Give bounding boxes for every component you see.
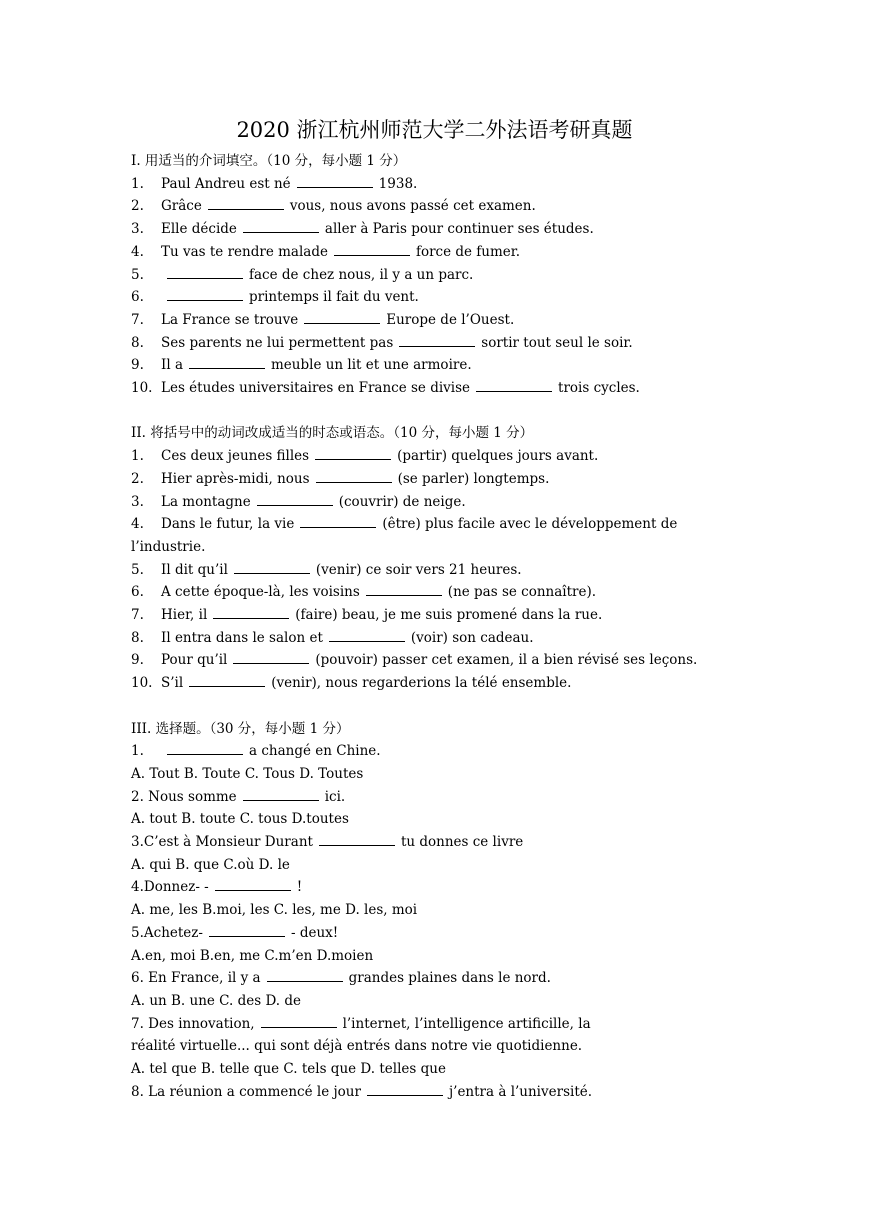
item-number: 2. bbox=[131, 198, 144, 215]
section-heading bbox=[131, 150, 761, 173]
item-text-after: vous, nous avons passé cet examen. bbox=[289, 198, 536, 215]
item-number: 3. bbox=[131, 493, 144, 510]
answer-blank[interactable] bbox=[189, 354, 265, 369]
item-text-before: A. tel que B. telle que C. tels que D. telles que bbox=[131, 1061, 446, 1077]
item-text-before: A. Tout B. Toute C. Tous D. Toutes bbox=[131, 765, 364, 782]
section3-line bbox=[131, 967, 761, 990]
item-text-before: réalité virtuelle... qui sont déjà entrés dans notre vie quotidienne. bbox=[131, 1038, 583, 1055]
item-text-after: (venir) ce soir vers 21 heures. bbox=[315, 561, 522, 578]
item-text-after: Europe de l’Ouest. bbox=[386, 311, 515, 328]
section3-line bbox=[131, 922, 761, 945]
section2-item bbox=[131, 649, 761, 672]
section3-line bbox=[131, 808, 761, 831]
item-text-before: Elle décide bbox=[161, 221, 237, 238]
section-heading-text: I. 用适当的介词填空。（10 分，每小题 1 分） bbox=[131, 153, 407, 169]
item-text-before: Il entra dans le salon et bbox=[161, 629, 323, 646]
item-text-after: face de chez nous, il y a un parc. bbox=[249, 266, 474, 283]
item-text-after: tu donnes ce livre bbox=[400, 834, 524, 850]
item-text-after: 1938. bbox=[378, 175, 418, 192]
item-text-after: (se parler) longtemps. bbox=[397, 470, 550, 487]
answer-blank[interactable] bbox=[167, 740, 243, 755]
section2-item bbox=[131, 672, 761, 695]
answer-blank[interactable] bbox=[476, 377, 552, 392]
item-text-before: Les études universitaires en France se divise bbox=[161, 380, 471, 396]
item-number: 10. bbox=[131, 675, 153, 692]
item-text-after: (voir) son cadeau. bbox=[410, 629, 534, 646]
item-text-after: trois cycles. bbox=[558, 380, 640, 396]
answer-blank[interactable] bbox=[215, 876, 291, 891]
answer-blank[interactable] bbox=[366, 581, 442, 596]
item-number: 1. bbox=[131, 743, 144, 760]
document-title: 2020 浙江杭州师范大学二外法语考研真题 bbox=[236, 118, 633, 142]
section2-item bbox=[131, 513, 761, 536]
item-text-before: La montagne bbox=[161, 493, 251, 510]
item-number: 9. bbox=[131, 652, 144, 669]
answer-blank[interactable] bbox=[167, 264, 243, 279]
item-number: 4. bbox=[131, 516, 144, 533]
section3-line bbox=[131, 1035, 761, 1058]
item-text-before: 2. Nous somme bbox=[131, 788, 237, 805]
item-number: 7. bbox=[131, 607, 144, 623]
item-text-after: a changé en Chine. bbox=[249, 743, 381, 760]
item-text-before: A cette époque-là, les voisins bbox=[161, 584, 360, 601]
section1-item bbox=[131, 354, 761, 377]
answer-blank[interactable] bbox=[315, 445, 391, 460]
answer-blank[interactable] bbox=[399, 332, 475, 347]
item-text-before: 7. Des innovation, bbox=[131, 1015, 255, 1032]
item-text-after: (venir), nous regarderions la télé ensemble. bbox=[271, 675, 572, 692]
item-text-after: aller à Paris pour continuer ses études. bbox=[324, 221, 594, 238]
item-text-before: 5.Achetez- bbox=[131, 924, 203, 941]
section2-item bbox=[131, 604, 761, 627]
item-text-before: S’il bbox=[161, 675, 184, 692]
item-number: 10. bbox=[131, 380, 153, 396]
section-heading-text: III. 选择题。（30 分，每小题 1 分） bbox=[131, 720, 350, 737]
section1-item bbox=[131, 264, 761, 287]
section2-item bbox=[131, 581, 761, 604]
item-text-before: Hier après-midi, nous bbox=[161, 470, 310, 487]
item-text-before: 8. La réunion a commencé le jour bbox=[131, 1083, 361, 1100]
section3-line bbox=[131, 1058, 761, 1081]
item-text-after: (partir) quelques jours avant. bbox=[397, 448, 599, 465]
item-number: 6. bbox=[131, 584, 144, 601]
section3-line bbox=[131, 899, 761, 922]
item-number: 5. bbox=[131, 561, 144, 578]
item-text-before: Paul Andreu est né bbox=[161, 175, 291, 192]
item-number: 3. bbox=[131, 221, 144, 238]
item-number: 1. bbox=[131, 448, 144, 465]
item-number: 7. bbox=[131, 311, 144, 328]
answer-blank[interactable] bbox=[257, 491, 333, 506]
section3-line bbox=[131, 740, 761, 763]
section1-item bbox=[131, 241, 761, 264]
item-text-before: Ces deux jeunes filles bbox=[161, 448, 310, 465]
item-text-after: - deux! bbox=[290, 924, 339, 941]
section1-item bbox=[131, 173, 761, 196]
section1-item bbox=[131, 377, 761, 400]
section3-line bbox=[131, 1013, 761, 1036]
item-text-after: meuble un lit et une armoire. bbox=[271, 357, 472, 374]
item-text-before: Dans le futur, la vie bbox=[161, 516, 295, 533]
section3-line bbox=[131, 854, 761, 877]
item-text-before: Hier, il bbox=[161, 607, 208, 623]
answer-blank[interactable] bbox=[233, 649, 309, 664]
section2-item bbox=[131, 536, 761, 559]
answer-blank[interactable] bbox=[208, 195, 284, 210]
answer-blank[interactable] bbox=[167, 286, 243, 301]
item-text-before: 6. En France, il y a bbox=[131, 970, 261, 987]
answer-blank[interactable] bbox=[367, 1081, 443, 1096]
item-text-after: (pouvoir) passer cet examen, il a bien révisé ses leçons. bbox=[315, 652, 698, 669]
answer-blank[interactable] bbox=[261, 1013, 337, 1028]
item-text-after: sortir tout seul le soir. bbox=[481, 334, 633, 351]
answer-blank[interactable] bbox=[243, 786, 319, 801]
section1-item bbox=[131, 309, 761, 332]
item-number: 5. bbox=[131, 266, 144, 283]
item-number: 2. bbox=[131, 470, 144, 487]
answer-blank[interactable] bbox=[300, 513, 376, 528]
answer-blank[interactable] bbox=[316, 468, 392, 483]
item-text-before: 4.Donnez- - bbox=[131, 879, 209, 896]
item-number: 8. bbox=[131, 334, 144, 351]
section3-line bbox=[131, 831, 761, 854]
item-text-before: A. qui B. que C.où D. le bbox=[131, 856, 290, 873]
item-text-before: A. tout B. toute C. tous D.toutes bbox=[131, 811, 349, 828]
item-text-before: Pour qu’il bbox=[161, 652, 228, 669]
section-heading bbox=[131, 422, 761, 445]
answer-blank[interactable] bbox=[319, 831, 395, 846]
item-text-before: 3.C’est à Monsieur Durant bbox=[131, 834, 313, 850]
section-heading-text: II. 将括号中的动词改成适当的时态或语态。（10 分，每小题 1 分） bbox=[131, 425, 534, 442]
item-text-after: ici. bbox=[324, 788, 346, 805]
item-text-before: A.en, moi B.en, me C.m’en D.moien bbox=[131, 947, 374, 964]
section2-item bbox=[131, 559, 761, 582]
item-text-after: grandes plaines dans le nord. bbox=[348, 970, 551, 987]
item-number: 6. bbox=[131, 289, 144, 306]
section-heading bbox=[131, 718, 761, 741]
section3-line bbox=[131, 945, 761, 968]
item-text-after: l’internet, l’intelligence artificille, la bbox=[342, 1015, 591, 1032]
section2-item bbox=[131, 445, 761, 468]
section3-line bbox=[131, 1081, 761, 1104]
item-text-after: printemps il fait du vent. bbox=[249, 289, 419, 306]
item-text-after: (couvrir) de neige. bbox=[338, 493, 466, 510]
item-text-after: (être) plus facile avec le développement de bbox=[382, 516, 678, 533]
section3-line bbox=[131, 990, 761, 1013]
section1-item bbox=[131, 332, 761, 355]
item-number: 1. bbox=[131, 175, 144, 192]
item-text-after: (ne pas se connaître). bbox=[447, 584, 597, 601]
answer-blank[interactable] bbox=[267, 967, 343, 982]
section3-line bbox=[131, 786, 761, 809]
section1-item bbox=[131, 218, 761, 241]
item-text-before: Grâce bbox=[161, 198, 202, 215]
answer-blank[interactable] bbox=[243, 218, 319, 233]
item-text-after: j’entra à l’université. bbox=[448, 1083, 593, 1100]
section3-line bbox=[131, 763, 761, 786]
answer-blank[interactable] bbox=[334, 241, 410, 256]
section3-line bbox=[131, 876, 761, 899]
item-number: 8. bbox=[131, 629, 144, 646]
answer-blank[interactable] bbox=[304, 309, 380, 324]
answer-blank[interactable] bbox=[234, 559, 310, 574]
item-text-before: Il a bbox=[161, 357, 183, 374]
answer-blank[interactable] bbox=[189, 672, 265, 687]
answer-blank[interactable] bbox=[297, 173, 373, 188]
item-number: 9. bbox=[131, 357, 144, 374]
section1-item bbox=[131, 286, 761, 309]
answer-blank[interactable] bbox=[209, 922, 285, 937]
answer-blank[interactable] bbox=[213, 604, 289, 619]
section1-item bbox=[131, 195, 761, 218]
item-text-before: Il dit qu’il bbox=[161, 561, 228, 578]
section2-item bbox=[131, 627, 761, 650]
item-text-before: La France se trouve bbox=[161, 311, 299, 328]
item-text-before: Ses parents ne lui permettent pas bbox=[161, 334, 394, 351]
item-text-before: Tu vas te rendre malade bbox=[161, 243, 328, 260]
answer-blank[interactable] bbox=[329, 627, 405, 642]
item-text-before: A. un B. une C. des D. de bbox=[131, 992, 302, 1009]
item-text-before: l’industrie. bbox=[131, 538, 206, 555]
item-text-before: A. me, les B.moi, les C. les, me D. les, moi bbox=[131, 902, 418, 919]
section2-item bbox=[131, 491, 761, 514]
section2-item bbox=[131, 468, 761, 491]
item-number: 4. bbox=[131, 243, 144, 260]
item-text-after: (faire) beau, je me suis promené dans la rue. bbox=[295, 607, 603, 623]
item-text-after: force de fumer. bbox=[415, 243, 521, 260]
item-text-after: ! bbox=[296, 879, 303, 896]
